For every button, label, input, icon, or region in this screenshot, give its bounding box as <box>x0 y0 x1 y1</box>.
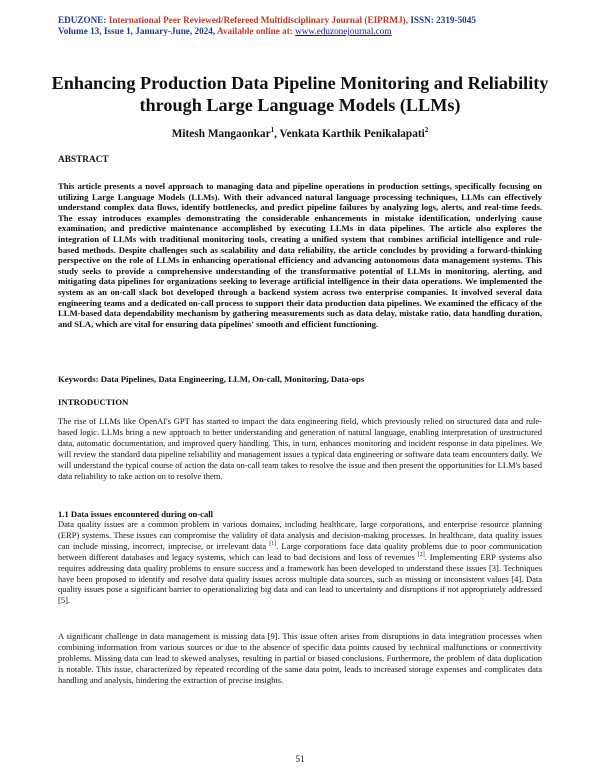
citation: [2] <box>417 551 425 558</box>
journal-name: International Peer Reviewed/Refereed Multidisciplinary Journal (EIPRMJ), <box>108 15 409 25</box>
author-2-affiliation: 2 <box>424 126 429 135</box>
journal-issn: ISSN: 2319-5045 <box>410 15 476 25</box>
paragraph-text: . Implementing ERP systems also requires addressing data quality problems to ensure success and a framework has been developed to understand these issues [3]. Techniques have been proposed to identify and resolve data quality issues across multiple data sources, such as missing or inconsistent values [4]. Data quality issues pose a significant barrier to operationalizing big data and can lead to uncertainty and disruptions if not appropriately addressed [5]. <box>58 551 542 606</box>
abstract-text: This article presents a novel approach to managing data and pipeline operations in production settings, specifically focusing on utilizing Large Language Models (LLMs). With their advanced natural language processing techniques, LLMs can effectively understand complex data flows, identify bottlenecks, and predict pipeline failures by analyzing logs, alerts, and real-time feeds. The essay introduces examples demonstrating the considerable enhancements in mistake identification, underlying cause examination, and predictive maintenance accomplished by executing LLMs in data pipelines. The article also explores the integration of LLMs with traditional monitoring tools, creating a unified system that combines artificial intelligence and rule-based methods. Despite challenges such as scalability and data reliability, the article concludes by providing a forward-thinking perspective on the role of LLMs in enhancing operational efficiency and advancing autonomous data management systems. This study seeks to provide a comprehensive understanding of the transformative potential of LLMs in monitoring, alerting, and mitigating data pipelines for organizations seeking to leverage artificial intelligence in their data operations. We implemented the system as an on-call slack bot developed through a backend system across two enterprise companies. It involved several data engineering teams and a dedicated on-call process to support their data production data pipelines. We examined the efficacy of the LLM-based data dependability mechanism by gathering measurements such as data delay, mistake ratio, data handling duration, and SLA, which are vital for ensuring data pipelines' smooth and efficient functioning. <box>58 181 542 329</box>
authors-line <box>40 128 560 140</box>
author-1-affiliation: 1 <box>270 126 275 135</box>
header-line-2 <box>58 26 560 37</box>
author-1: Mitesh Mangaonkar <box>171 128 271 140</box>
page-number: 51 <box>295 754 305 764</box>
available-label: Available online at: <box>216 26 293 36</box>
paper-title: Enhancing Production Data Pipeline Monitoring and Reliability through Large Language Models (LLMs) <box>51 73 549 115</box>
abstract-heading: ABSTRACT <box>58 155 109 165</box>
journal-volume: Volume 13, Issue 1, January-June, 2024, <box>58 26 216 36</box>
paragraph-text: Data quality issues are a common problem in various domains, including healthcare, large corporations, and enterprise resource planning (ERP) systems. These issues can compromise the validity of data analysis and decision-making processes. In healthcare, data quality issues can include missing, incorrect, imprecise, or irrelevant data <box>58 519 542 551</box>
journal-header <box>58 15 560 37</box>
keywords: Keywords: Data Pipelines, Data Engineering, LLM, On-call, Monitoring, Data-ops <box>58 374 365 384</box>
citation: [1] <box>269 540 277 547</box>
header-line-1 <box>58 15 560 26</box>
author-separator: , <box>274 128 280 140</box>
author-2: Venkata Karthik Penikalapati <box>279 128 425 140</box>
section-1-1-paragraph-2: A significant challenge in data management is missing data [9]. This issue often arises from disruptions in data integration processes when combining information from various sources or due to the absence of specific data points caused by technical malfunctions or connectivity problems. Missing data can lead to skewed analyses, resulting in partial or biased conclusions. Furthermore, the problem of data duplication is notable. This issue, characterized by repeated recording of the same data point, leads to increased storage expenses and complicates data handling and analysis, hindering the extraction of precise insights. <box>58 631 542 685</box>
journal-label: EDUZONE: <box>58 15 107 25</box>
introduction-heading: INTRODUCTION <box>58 397 129 407</box>
paragraph-text: . Large corporations face data quality problems due to poor communication between different databases and legacy systems, which can lead to bad decisions and loss of revenues <box>58 540 543 562</box>
journal-url-link[interactable]: www.eduzonejournal.com <box>295 26 392 36</box>
section-1-1-heading: 1.1 Data issues encountered during on-call <box>58 509 214 519</box>
section-1-1-paragraph-1 <box>58 519 542 606</box>
introduction-paragraph: The rise of LLMs like OpenAI's GPT has started to impact the data engineering field, which previously relied on structured data and rule-based logic. LLMs bring a new approach to better understanding and generation of natural language, enabling interpretation of unstructured data, automatic documentation, and improved query handling. This, in turn, enhances monitoring and incident response in data pipelines. We will review the standard data pipeline reliability and management issues a typical data engineering or software data team encounters daily. We will understand the typical course of action the data on-call team takes to resolve the issue and then present the opportunities for LLM's based data reliability to take action on to resolve them. <box>58 416 542 481</box>
